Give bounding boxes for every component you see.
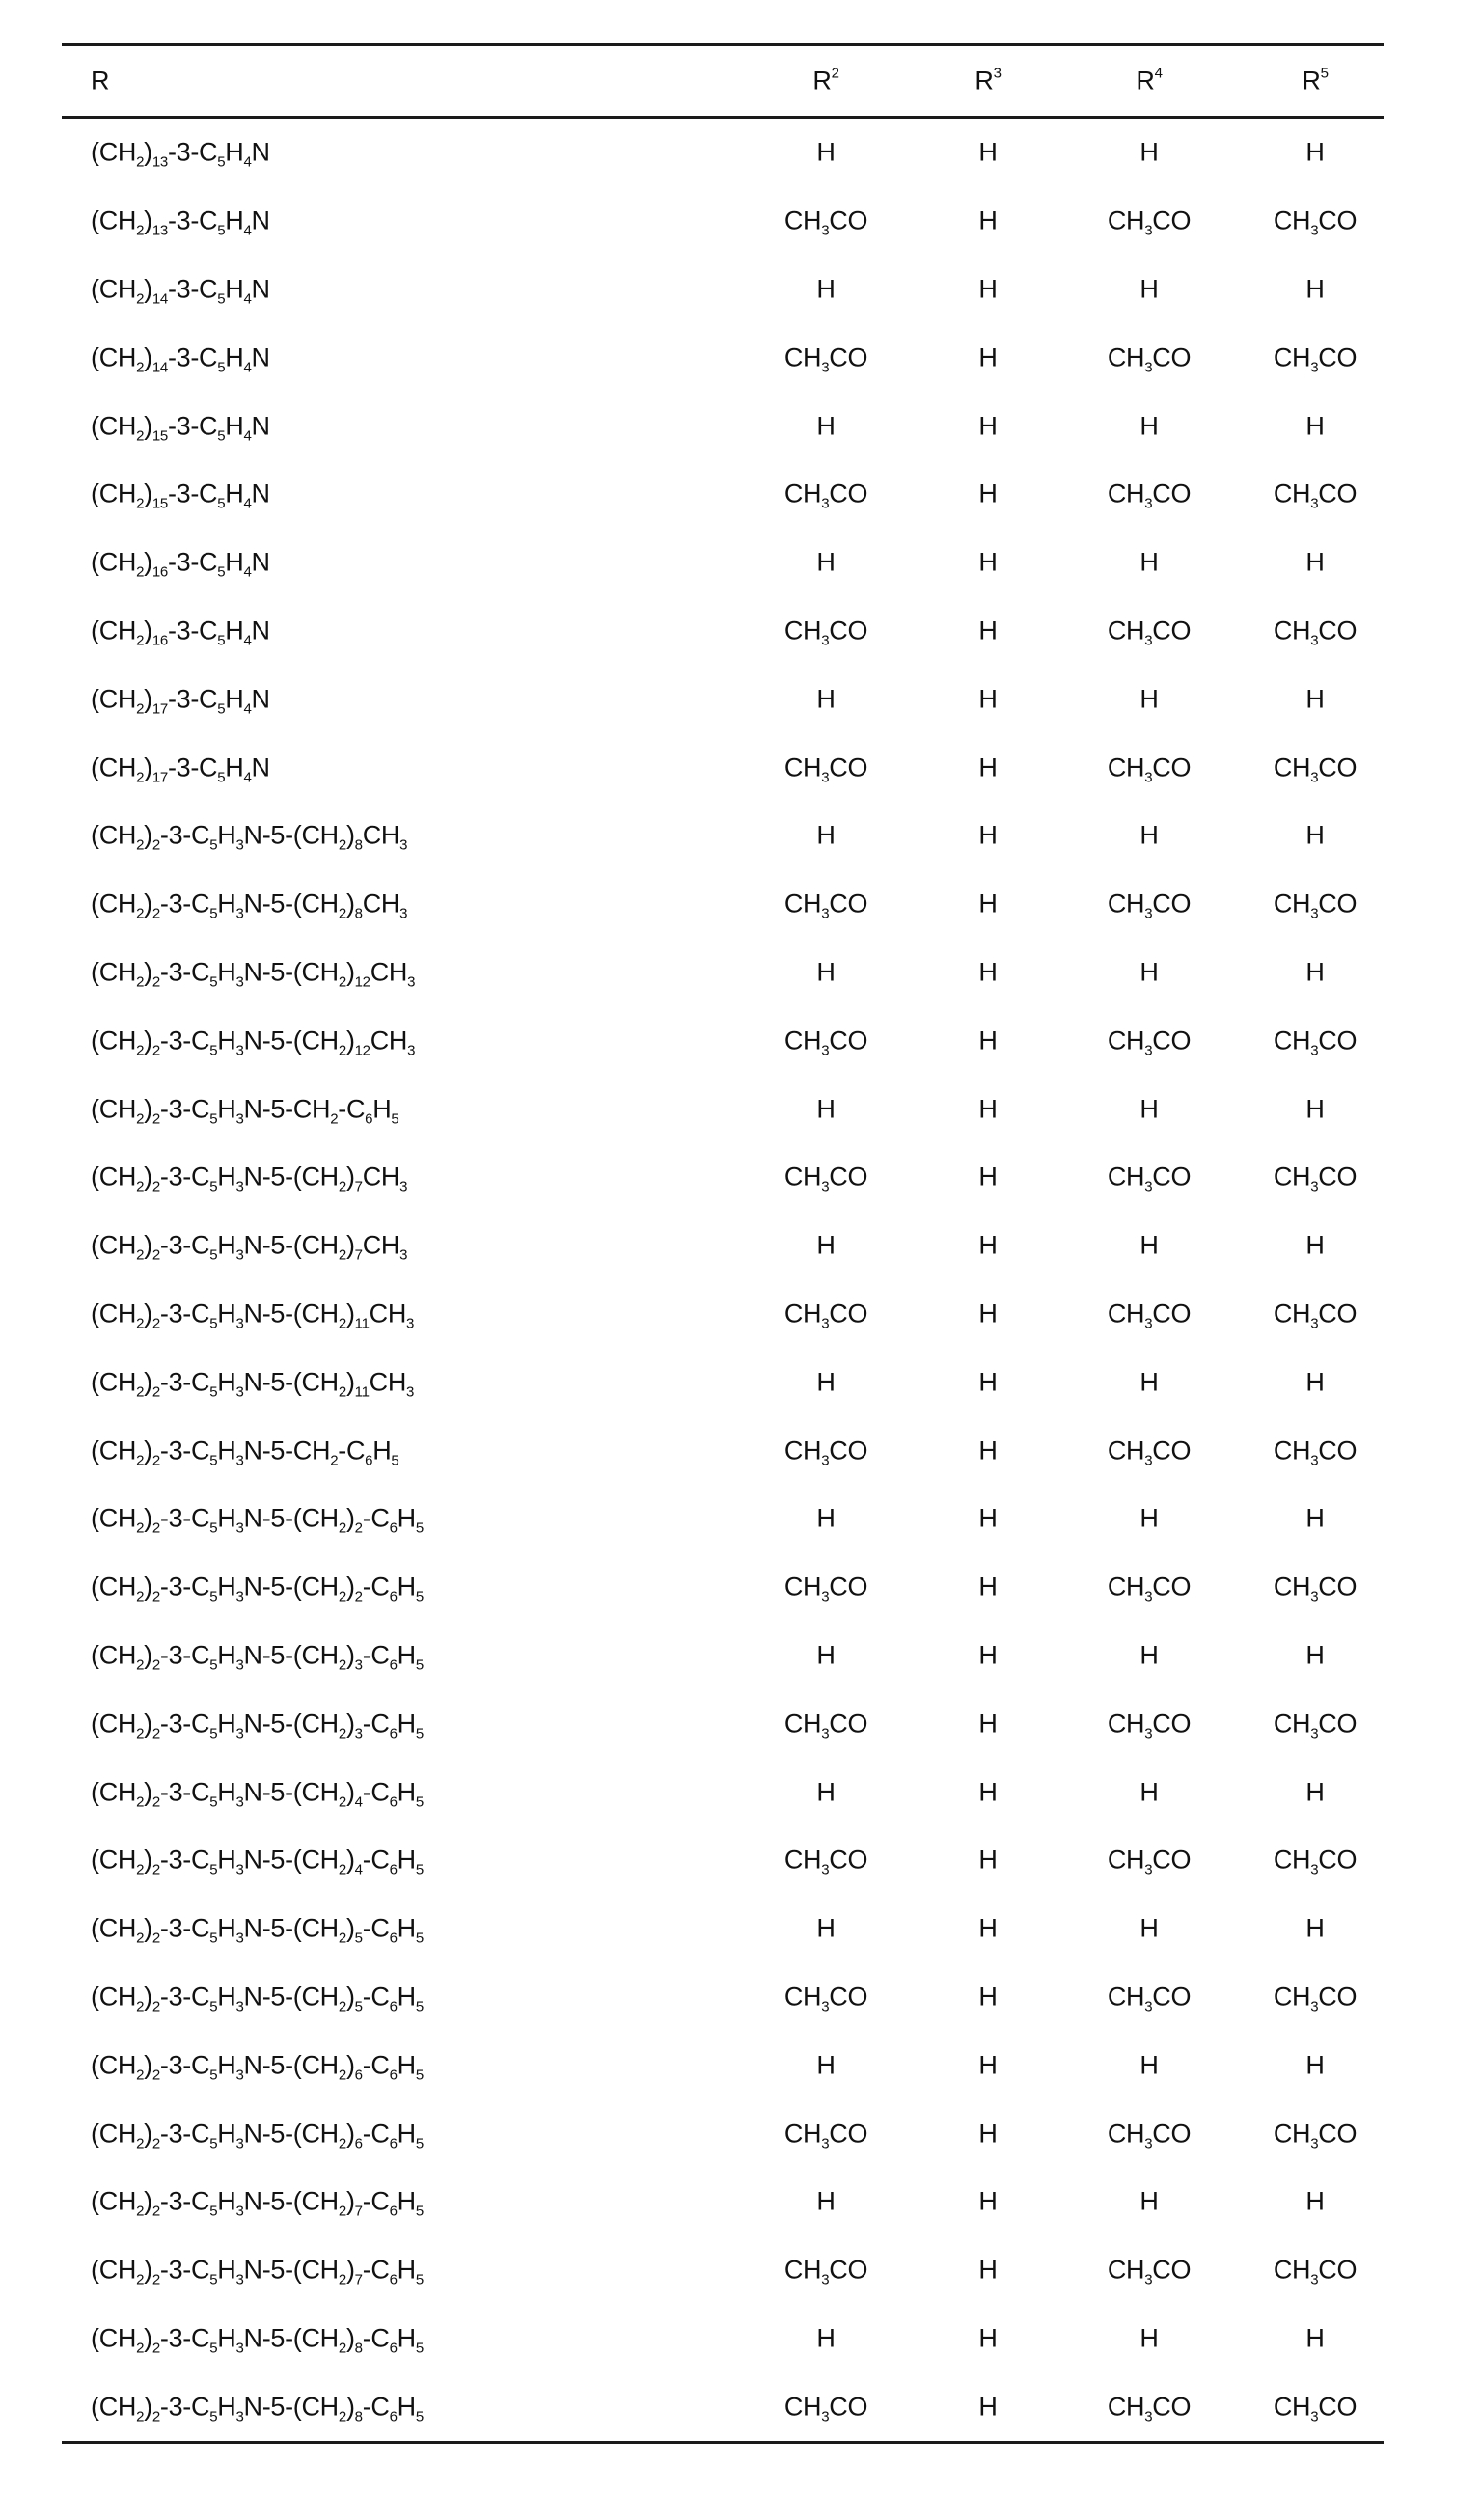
table-row: $(CH_2)_2-3-C_5H_3N-5-(CH_2)_2-C_6H_5$ $CH_3CO$ H $CH_3CO$ $CH_3CO$ xyxy=(91,1572,1358,1605)
table-row: $(CH_2)_{14}-3-C_5H_4N$ H H H H xyxy=(91,274,1325,308)
cell-r: $(CH_2)_{16}-3-C_5H_4N$ xyxy=(91,547,270,581)
table-row: $(CH_2)_2-3-C_5H_3N-5-(CH_2)_7CH_3$ H H H H xyxy=(91,1230,1325,1264)
cell-r: $(CH_2)_2-3-C_5H_3N-5-(CH_2)_6-C_6H_5$ xyxy=(91,2119,424,2151)
cell-r: $(CH_2)_{14}-3-C_5H_4N$ xyxy=(91,342,270,376)
table-row: $(CH_2)_2-3-C_5H_3N-5-(CH_2)_7CH_3$ $CH_3CO$ H $CH_3CO$ $CH_3CO$ xyxy=(91,1162,1358,1195)
table-row: $(CH_2)_2-3-C_5H_3N-5-(CH_2)_8-C_6H_5$ $CH_3CO$ H $CH_3CO$ $CH_3CO$ xyxy=(91,2392,1358,2425)
cell-r: $(CH_2)_{16}-3-C_5H_4N$ xyxy=(91,616,270,649)
cell-r: $(CH_2)_2-3-C_5H_3N-5-(CH_2)_3-C_6H_5$ xyxy=(91,1709,424,1742)
cell-r: $(CH_2)_2-3-C_5H_3N-5-(CH_2)_7-C_6H_5$ xyxy=(91,2255,424,2288)
table-row: $(CH_2)_{15}-3-C_5H_4N$ H H H H xyxy=(91,411,1325,445)
cell-r: $(CH_2)_2-3-C_5H_3N-5-(CH_2)_3-C_6H_5$ xyxy=(91,1640,424,1674)
cell-r: $(CH_2)_2-3-C_5H_3N-5-(CH_2)_2-C_6H_5$ xyxy=(91,1503,424,1537)
cell-r: $(CH_2)_2-3-C_5H_3N-5-(CH_2)_4-C_6H_5$ xyxy=(91,1777,424,1811)
cell-r: $(CH_2)_2-3-C_5H_3N-5-(CH_2)_5-C_6H_5$ xyxy=(91,1913,424,1947)
table-row: $(CH_2)_{17}-3-C_5H_4N$ $CH_3CO$ H $CH_3CO$ $CH_3CO$ xyxy=(91,753,1358,786)
cell-r: $(CH_2)_2-3-C_5H_3N-5-(CH_2)_7CH_3$ xyxy=(91,1230,408,1264)
cell-r: $(CH_2)_{17}-3-C_5H_4N$ xyxy=(91,684,270,718)
table-row: $(CH_2)_2-3-C_5H_3N-5-(CH_2)_8CH_3$ H H H H xyxy=(91,820,1325,854)
table-row: $(CH_2)_2-3-C_5H_3N-5-(CH_2)_6-C_6H_5$ H H H H xyxy=(91,2050,1325,2084)
cell-r: $(CH_2)_2-3-C_5H_3N-5-(CH_2)_{12}CH_3$ xyxy=(91,1026,416,1059)
table-row: $(CH_2)_2-3-C_5H_3N-5-(CH_2)_7-C_6H_5$ H H H H xyxy=(91,2186,1325,2220)
cell-r: $(CH_2)_2-3-C_5H_3N-5-(CH_2)_{12}CH_3$ xyxy=(91,957,416,991)
table-row: $(CH_2)_2-3-C_5H_3N-5-(CH_2)_7-C_6H_5$ $CH_3CO$ H $CH_3CO$ $CH_3CO$ xyxy=(91,2255,1358,2288)
table-row: $(CH_2)_{13}-3-C_5H_4N$ H H H H xyxy=(91,137,1325,171)
table-row: $(CH_2)_2-3-C_5H_3N-5-(CH_2)_3-C_6H_5$ H H H H xyxy=(91,1640,1325,1674)
cell-r: $(CH_2)_2-3-C_5H_3N-5-(CH_2)_2-C_6H_5$ xyxy=(91,1572,424,1605)
cell-r: $(CH_2)_{13}-3-C_5H_4N$ xyxy=(91,137,270,171)
table-row: $(CH_2)_2-3-C_5H_3N-5-(CH_2)_2-C_6H_5$ H H H H xyxy=(91,1503,1325,1537)
table-row: $(CH_2)_{15}-3-C_5H_4N$ $CH_3CO$ H $CH_3CO$ $CH_3CO$ xyxy=(91,479,1358,512)
table-row: $(CH_2)_2-3-C_5H_3N-5-(CH_2)_6-C_6H_5$ $CH_3CO$ H $CH_3CO$ $CH_3CO$ xyxy=(91,2119,1358,2151)
table-row: $(CH_2)_2-3-C_5H_3N-5-CH_2-C_6H_5$ H H H H xyxy=(91,1094,1325,1128)
cell-r: $(CH_2)_2-3-C_5H_3N-5-CH_2-C_6H_5$ xyxy=(91,1094,399,1128)
table-row: $(CH_2)_2-3-C_5H_3N-5-(CH_2)_4-C_6H_5$ H H H H xyxy=(91,1777,1325,1811)
substituent-table xyxy=(62,43,1384,2444)
table-row: $(CH_2)_{17}-3-C_5H_4N$ H H H H xyxy=(91,684,1325,718)
cell-r: $(CH_2)_2-3-C_5H_3N-5-(CH_2)_8-C_6H_5$ xyxy=(91,2323,424,2357)
table-row: $(CH_2)_2-3-C_5H_3N-5-(CH_2)_8-C_6H_5$ H H H H xyxy=(91,2323,1325,2357)
table-row: $(CH_2)_2-3-C_5H_3N-5-CH_2-C_6H_5$ $CH_3CO$ H $CH_3CO$ $CH_3CO$ xyxy=(91,1436,1358,1469)
table-row: $(CH_2)_2-3-C_5H_3N-5-(CH_2)_5-C_6H_5$ H H H H xyxy=(91,1913,1325,1947)
cell-r: $(CH_2)_2-3-C_5H_3N-5-(CH_2)_4-C_6H_5$ xyxy=(91,1845,424,1878)
table-row: $(CH_2)_{16}-3-C_5H_4N$ $CH_3CO$ H $CH_3CO$ $CH_3CO$ xyxy=(91,616,1358,649)
cell-r: $(CH_2)_2-3-C_5H_3N-5-(CH_2)_7-C_6H_5$ xyxy=(91,2186,424,2220)
cell-r: $(CH_2)_{17}-3-C_5H_4N$ xyxy=(91,753,270,786)
table-row: $(CH_2)_2-3-C_5H_3N-5-(CH_2)_{12}CH_3$ H H H H xyxy=(91,957,1325,991)
cell-r: $(CH_2)_2-3-C_5H_3N-5-(CH_2)_8-C_6H_5$ xyxy=(91,2392,424,2425)
cell-r: $(CH_2)_{15}-3-C_5H_4N$ xyxy=(91,411,270,445)
cell-r: $(CH_2)_2-3-C_5H_3N-5-(CH_2)_8CH_3$ xyxy=(91,820,408,854)
cell-r: $(CH_2)_2-3-C_5H_3N-5-CH_2-C_6H_5$ xyxy=(91,1436,399,1469)
table-header-row: R $R^2$ $R^3$ $R^4$ $R^5$ xyxy=(91,65,1329,96)
header-r: R xyxy=(91,66,110,96)
table-row: $(CH_2)_2-3-C_5H_3N-5-(CH_2)_3-C_6H_5$ $CH_3CO$ H $CH_3CO$ $CH_3CO$ xyxy=(91,1709,1358,1742)
table-row: $(CH_2)_2-3-C_5H_3N-5-(CH_2)_{11}CH_3$ $CH_3CO$ H $CH_3CO$ $CH_3CO$ xyxy=(91,1299,1358,1332)
table-row: $(CH_2)_2-3-C_5H_3N-5-(CH_2)_5-C_6H_5$ $CH_3CO$ H $CH_3CO$ $CH_3CO$ xyxy=(91,1982,1358,2015)
cell-r: $(CH_2)_{13}-3-C_5H_4N$ xyxy=(91,205,270,239)
table-row: $(CH_2)_{13}-3-C_5H_4N$ $CH_3CO$ H $CH_3CO$ $CH_3CO$ xyxy=(91,205,1358,239)
table-body xyxy=(62,119,1384,2441)
cell-r: $(CH_2)_{15}-3-C_5H_4N$ xyxy=(91,479,270,512)
table-row: $(CH_2)_2-3-C_5H_3N-5-(CH_2)_8CH_3$ $CH_3CO$ H $CH_3CO$ $CH_3CO$ xyxy=(91,889,1358,922)
table-row: $(CH_2)_2-3-C_5H_3N-5-(CH_2)_{12}CH_3$ $CH_3CO$ H $CH_3CO$ $CH_3CO$ xyxy=(91,1026,1358,1059)
table-row: $(CH_2)_{16}-3-C_5H_4N$ H H H H xyxy=(91,547,1325,581)
table-row: $(CH_2)_2-3-C_5H_3N-5-(CH_2)_{11}CH_3$ H H H H xyxy=(91,1367,1325,1401)
cell-r: $(CH_2)_2-3-C_5H_3N-5-(CH_2)_6-C_6H_5$ xyxy=(91,2050,424,2084)
cell-r: $(CH_2)_2-3-C_5H_3N-5-(CH_2)_5-C_6H_5$ xyxy=(91,1982,424,2015)
table-row: $(CH_2)_2-3-C_5H_3N-5-(CH_2)_4-C_6H_5$ $CH_3CO$ H $CH_3CO$ $CH_3CO$ xyxy=(91,1845,1358,1878)
table-row: $(CH_2)_{14}-3-C_5H_4N$ $CH_3CO$ H $CH_3CO$ $CH_3CO$ xyxy=(91,342,1358,376)
cell-r: $(CH_2)_2-3-C_5H_3N-5-(CH_2)_{11}CH_3$ xyxy=(91,1299,415,1332)
cell-r: $(CH_2)_2-3-C_5H_3N-5-(CH_2)_8CH_3$ xyxy=(91,889,408,922)
cell-r: $(CH_2)_{14}-3-C_5H_4N$ xyxy=(91,274,270,308)
table-bottom-rule xyxy=(62,2441,1384,2444)
cell-r: $(CH_2)_2-3-C_5H_3N-5-(CH_2)_{11}CH_3$ xyxy=(91,1367,415,1401)
cell-r: $(CH_2)_2-3-C_5H_3N-5-(CH_2)_7CH_3$ xyxy=(91,1162,408,1195)
